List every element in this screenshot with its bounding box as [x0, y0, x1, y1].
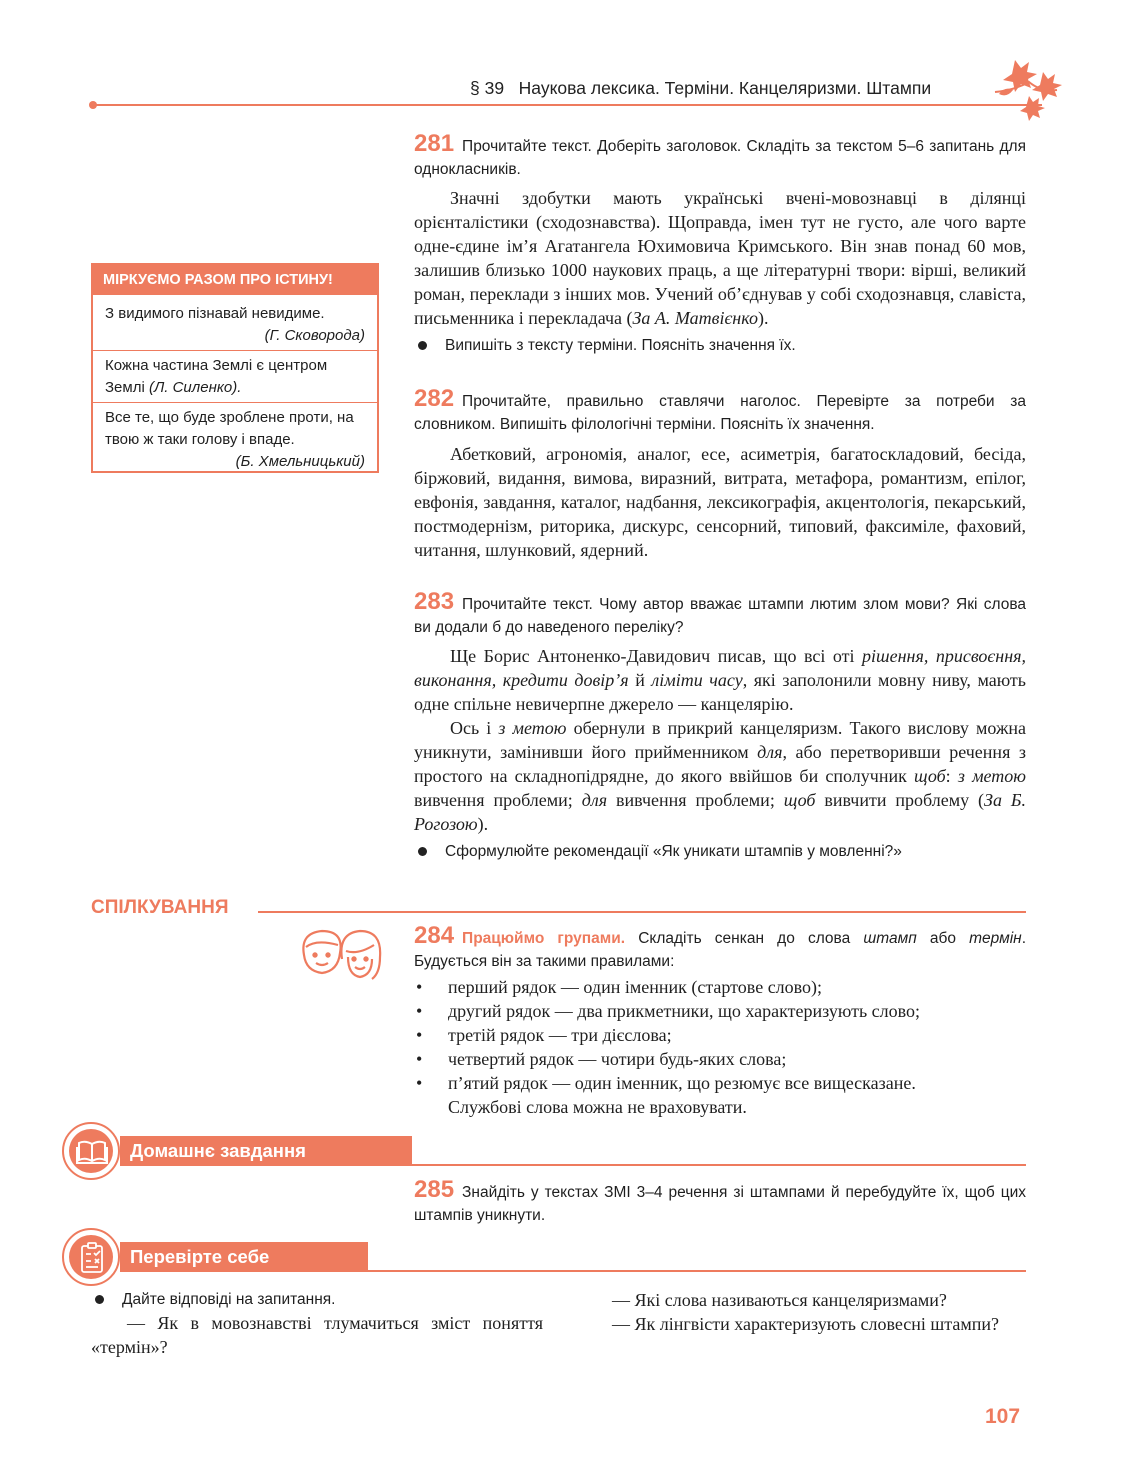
exercise-281-text: Значні здобутки мають українські вчені-мовознавці в ділянці орієнталістики (сходознавства). Щоправда, імен тут не густо, але чого варте одне-єдине ім’я Агатангела Юхимовича Кримського. Він знав понад 60 мов, залишив близько 1000 наукових праць, а ще літературні твори: вірші, великий роман, переклади з інших мов. Учений об’єднував у собі сходознавця, славіста, письменника і перекладача (За А. Матвієнко).: [414, 188, 1026, 328]
list-item: • перший рядок — один іменник (стартове слово);: [416, 977, 823, 997]
divider: [93, 402, 377, 403]
exercise-282: [414, 387, 1026, 562]
quotes-box-heading: МІРКУЄМО РАЗОМ ПРО ІСТИНУ!: [93, 265, 377, 295]
exercise-285: [414, 1178, 1026, 1227]
flowers-icon: [985, 52, 1075, 122]
exercise-number: 282: [414, 385, 455, 412]
bullet-icon: [95, 1295, 104, 1304]
running-header: § 39 Наукова лексика. Терміни. Канцеляризми. Штампи: [470, 78, 932, 98]
header-rule-dot: [89, 101, 97, 109]
check-left-column: [91, 1288, 543, 1359]
exercise-282-text: Абетковий, агрономія, аналог, есе, асиметрія, багатоскладовий, бесіда, біржовий, видання, вимова, виразний, витрата, метафора, романтизм, епілог, евфонія, завдання, каталог, надбання, лексикографія, акцентологія, пекарський, постмодернізм, риторика, дискурс, сенсорний, типовий, факсиміле, фаховий, читання, шлунковий, ядерний.: [414, 444, 1026, 560]
exercise-283: [414, 590, 1026, 863]
section-rule: [258, 911, 1026, 913]
homework-title: Домашнє завдання: [120, 1136, 412, 1166]
question-1: — Як в мовознавстві тлумачиться зміст поняття «термін»?: [91, 1313, 543, 1357]
exercise-284-task: 284 Працюймо групами. Складіть сенкан до слова штамп або термін. Будується він за такими правилами:: [414, 922, 1026, 970]
quotes-box: [91, 263, 379, 473]
divider: [93, 350, 377, 351]
check-yourself-title: Перевірте себе: [120, 1242, 368, 1272]
list-item: • другий рядок — два прикметники, що характеризують слово;: [416, 1001, 921, 1021]
section-rule: [120, 1164, 1026, 1166]
exercise-283-task: 283 Прочитайте текст. Чому автор вважає штампи лютим злом мови? Які слова ви додали б до наведеного переліку?: [414, 588, 1026, 636]
page-number: 107: [985, 1405, 1021, 1428]
exercise-281-task: 281 Прочитайте текст. Доберіть заголовок. Складіть за текстом 5–6 запитань для однокласників.: [414, 130, 1026, 178]
header-rule: [92, 104, 1042, 106]
check-yourself-badge: [62, 1228, 120, 1286]
check-bullet: Дайте відповіді на запитання.: [91, 1288, 543, 1311]
homework-badge: [62, 1122, 120, 1180]
exercise-number: 283: [414, 588, 455, 615]
bullet-icon: [418, 341, 427, 350]
senkan-note: Службові слова можна не враховувати.: [448, 1097, 747, 1117]
exercise-283-bullet: Сформулюйте рекомендації «Як уникати штампів у мовленні?»: [414, 840, 1026, 863]
exercise-285-task: 285 Знайдіть у текстах ЗМІ 3–4 речення зі штампами й перебудуйте їх, щоб цих штампів уникнути.: [414, 1176, 1026, 1224]
list-item: • третій рядок — три дієслова;: [416, 1025, 672, 1045]
exercise-283-paragraph-2: Ось і з метою обернули в прикрий канцеляризм. Такого вислову можна уникнути, замінивши його прийменником для, або перетворивши речення з простого на складнопідрядне, до якого ввійшов би сполучник щоб: з метою вивчення проблеми; для вивчення проблеми; щоб вивчити проблему (За Б. Рогозою).: [414, 718, 1027, 834]
quote-3: Все те, що буде зроблене проти, на твою ж таки голову і впаде. (Б. Хмельницький): [105, 409, 365, 470]
question-3: — Як лінгвісти характеризують словесні штампи?: [612, 1314, 999, 1334]
homework-banner: [62, 1122, 1026, 1182]
check-right-column: [576, 1288, 1026, 1336]
exercise-281: [414, 132, 1026, 357]
question-2: — Які слова називаються канцеляризмами?: [612, 1290, 947, 1310]
book-icon: [76, 1139, 108, 1165]
quote-1: З видимого пізнавай невидиме. (Г. Сковорода): [105, 305, 365, 344]
exercise-number: 285: [414, 1176, 455, 1203]
exercise-283-paragraph-1: Ще Борис Антоненко-Давидович писав, що всі оті рішення, присвоєння, виконання, кредити довір’я й ліміти часу, які заполонили мовну ниву, мають одне спільне невичерпне джерело — канцелярію.: [414, 646, 1027, 714]
exercise-284: [414, 924, 1026, 1119]
group-work-icon: [298, 925, 382, 981]
quote-2: Кожна частина Землі є центром Землі (Л. Силенко).: [105, 357, 328, 396]
bullet-icon: [418, 847, 427, 856]
exercise-282-task: 282 Прочитайте, правильно ставлячи наголос. Перевірте за потреби за словником. Випишіть філологічні терміни. Поясніть їх значення.: [414, 385, 1026, 433]
list-item: • п’ятий рядок — один іменник, що резюмує все вищесказане.: [416, 1073, 916, 1093]
exercise-281-bullet: Випишіть з тексту терміни. Поясніть значення їх.: [414, 334, 1026, 357]
checklist-icon: [80, 1242, 104, 1274]
list-item: • четвертий рядок — чотири будь-яких слова;: [416, 1049, 787, 1069]
section-rule: [120, 1270, 1026, 1272]
senkan-rules-list: [414, 975, 1026, 1119]
exercise-number: 284: [414, 922, 455, 949]
exercise-number: 281: [414, 130, 455, 157]
check-yourself-banner: [62, 1228, 1026, 1288]
section-title-communication: СПІЛКУВАННЯ: [91, 897, 229, 918]
